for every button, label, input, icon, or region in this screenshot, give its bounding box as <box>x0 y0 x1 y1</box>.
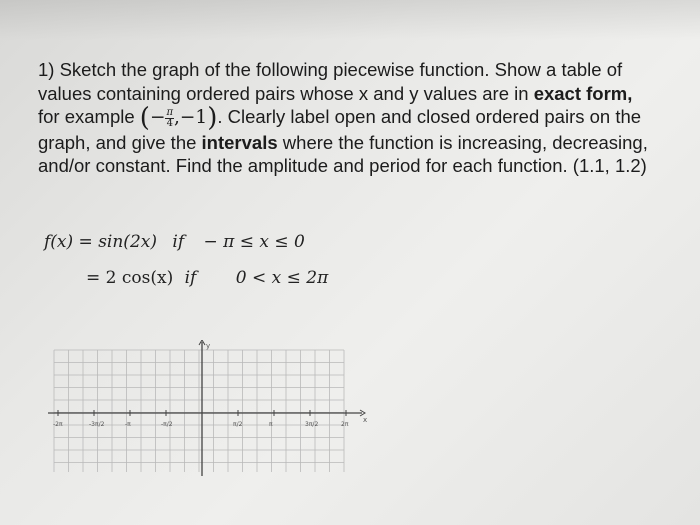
problem-line-3-text-b: . Clearly label open and closed ordered pairs on the <box>217 106 642 127</box>
x-axis-label: x <box>363 416 368 424</box>
example-fraction-den: 4 <box>166 117 173 129</box>
y-axis-label: y <box>206 342 211 350</box>
x-tick-label: -π <box>125 421 131 428</box>
x-tick-label: -3π/2 <box>89 421 105 428</box>
piece-1-expression: f(x) = sin(2x) <box>44 232 157 252</box>
x-tick-label: π/2 <box>233 421 243 428</box>
problem-line-1 <box>38 58 673 82</box>
x-tick-label: 3π/2 <box>305 421 319 428</box>
coordinate-grid <box>44 340 374 480</box>
problem-line-3-text: for example <box>38 106 140 127</box>
example-fraction <box>165 108 174 129</box>
piece-1-domain: − π ≤ x ≤ 0 <box>203 232 305 252</box>
exact-form-bold: exact form, <box>533 82 633 104</box>
example-neg: − <box>149 107 166 128</box>
x-tick-label: -π/2 <box>161 421 173 428</box>
grid-lines <box>54 350 344 472</box>
problem-number: 1) <box>38 59 55 80</box>
x-tick-label: 2π <box>341 421 349 428</box>
page-shadow <box>0 0 700 40</box>
piece-2-domain: 0 < x ≤ 2π <box>235 268 329 288</box>
piece-2-expression: = 2 cos(x) <box>86 268 174 288</box>
function-piece-2 <box>86 268 328 288</box>
problem-line-4 <box>38 131 673 155</box>
function-piece-1 <box>44 232 305 252</box>
example-y: ,−1 <box>174 107 208 128</box>
example-ordered-pair: (− $\frac{\pi}{4}$ ,−1) <box>139 103 218 133</box>
piece-2-if: if <box>184 268 197 288</box>
problem-line-3 <box>38 105 673 131</box>
problem-line-4-text-b: where the function is increasing, decreasing, <box>277 131 648 153</box>
x-tick-label: -2π <box>53 421 63 428</box>
piece-1-if: if <box>172 232 185 252</box>
problem-line-1-text: Sketch the graph of the following piecewise function. Show a table of <box>59 59 623 80</box>
problem-text <box>38 58 673 178</box>
problem-line-2 <box>38 82 673 106</box>
problem-line-2-text: values containing ordered pairs whose x and y values are in <box>38 82 534 104</box>
problem-line-5: and/or constant. Find the amplitude and period for each function. (1.1, 1.2) <box>38 155 647 176</box>
x-tick-label: π <box>269 421 273 428</box>
intervals-bold: intervals <box>201 131 278 153</box>
problem-line-4-text: graph, and give the <box>38 131 202 153</box>
example-fraction-num: π <box>166 106 174 118</box>
